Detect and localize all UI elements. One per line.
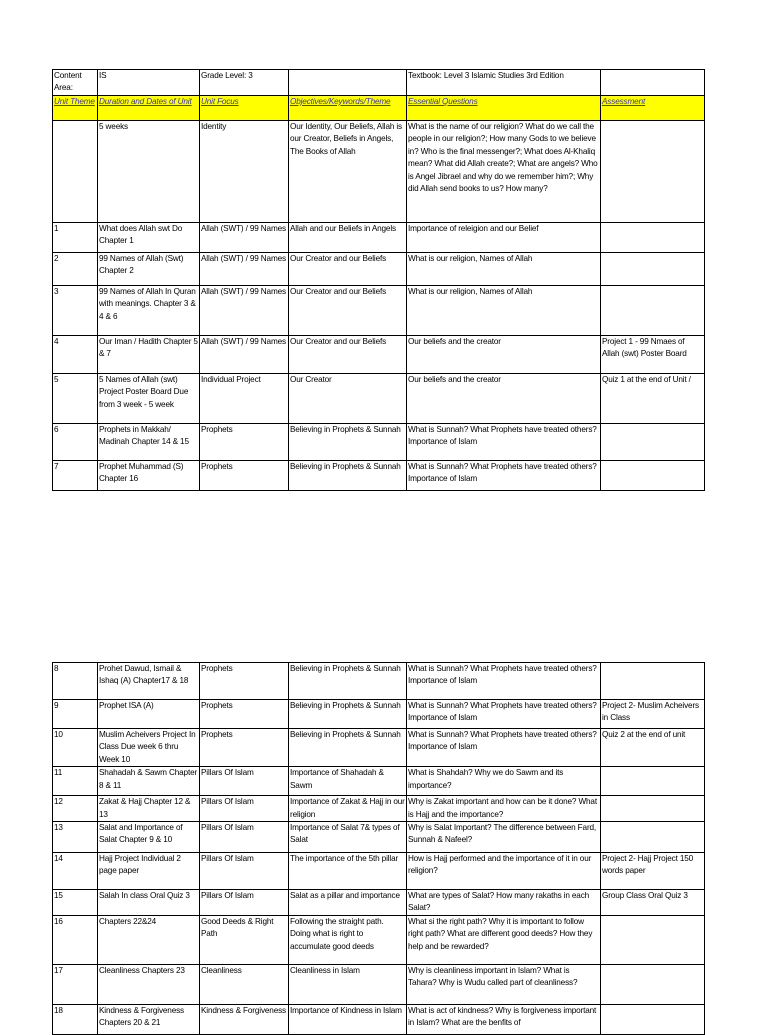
objectives-cell: Salat as a pillar and importance [289, 890, 407, 916]
table-row [53, 822, 705, 853]
table-row [53, 663, 705, 700]
objectives-cell: Importance of Zakat & Hajj in our religion [289, 796, 407, 822]
assessment-cell [601, 253, 705, 286]
unit-theme-cell: 6 [53, 424, 98, 461]
unit-theme-cell: 16 [53, 915, 98, 964]
unit-focus-cell: Prophets [200, 729, 289, 767]
objectives-cell: Believing in Prophets & Sunnah [289, 663, 407, 700]
duration-cell: Muslim Acheivers Project In Class Due week 6 thru Week 10 [98, 729, 200, 767]
curriculum-table-bottom [52, 662, 705, 1035]
unit-focus-cell: Prophets [200, 663, 289, 700]
table-row [53, 461, 705, 491]
duration-cell: Hajj Project Individual 2 page paper [98, 853, 200, 890]
table-row [53, 374, 705, 424]
unit-focus-cell: Good Deeds & Right Path [200, 915, 289, 964]
essential-questions-cell: What is Sunnah? What Prophets have treated others? Importance of Islam [407, 461, 601, 491]
unit-focus-cell: Pillars Of Islam [200, 767, 289, 796]
unit-theme-cell: 9 [53, 700, 98, 729]
duration-cell: Shahadah & Sawm Chapter 8 & 11 [98, 767, 200, 796]
unit-theme-cell: 15 [53, 890, 98, 916]
assessment-cell: Quiz 2 at the end of unit [601, 729, 705, 767]
essential-questions-cell: What is the name of our religion? What do we call the people in our religion?; How many Gods to we believe in? Who is the final messenger?; What does Al-Khaliq mean? What did Allah create?; What are angels? Who is Angel Jibrael and why do we remember him?; Why did Allah send books to us? How many? [407, 121, 601, 223]
objectives-cell: Our Creator [289, 374, 407, 424]
unit-focus-cell: Pillars Of Islam [200, 853, 289, 890]
objectives-cell: Believing in Prophets & Sunnah [289, 700, 407, 729]
duration-cell: 99 Names of Allah In Quran with meanings. Chapter 3 & 4 & 6 [98, 286, 200, 336]
objectives-cell: Our Creator and our Beliefs [289, 286, 407, 336]
objectives-cell: Our Creator and our Beliefs [289, 336, 407, 374]
content-area-label: Content Area: [53, 70, 98, 96]
duration-cell: Zakat & Hajj Chapter 12 & 13 [98, 796, 200, 822]
info-row [53, 70, 705, 96]
blank-cell [601, 70, 705, 96]
unit-theme-cell: 8 [53, 663, 98, 700]
unit-theme-cell: 12 [53, 796, 98, 822]
table-row [53, 223, 705, 253]
objectives-cell: Following the straight path. Doing what is right to accumulate good deeds [289, 915, 407, 964]
table-row [53, 964, 705, 1004]
duration-cell: Prophet ISA (A) [98, 700, 200, 729]
assessment-cell [601, 915, 705, 964]
unit-focus-cell: Identity [200, 121, 289, 223]
duration-cell: Kindness & Forgiveness Chapters 20 & 21 [98, 1004, 200, 1034]
table-row [53, 853, 705, 890]
unit-focus-cell: Kindness & Forgiveness [200, 1004, 289, 1034]
unit-focus-cell: Prophets [200, 424, 289, 461]
assessment-cell [601, 964, 705, 1004]
essential-questions-cell: Why is cleanliness important in Islam? What is Tahara? Why is Wudu called part of cleanliness? [407, 964, 601, 1004]
essential-questions-cell: What si the right path? Why it is important to follow right path? What are different good deeds? How they help and be rewarded? [407, 915, 601, 964]
assessment-cell: Project 1 - 99 Nmaes of Allah (swt) Poster Board [601, 336, 705, 374]
unit-theme-cell: 18 [53, 1004, 98, 1034]
header-assessment: Assessment [601, 96, 705, 121]
objectives-cell: Importance of Kindness in Islam [289, 1004, 407, 1034]
assessment-cell: Quiz 1 at the end of Unit / [601, 374, 705, 424]
assessment-cell [601, 461, 705, 491]
duration-cell: Cleanliness Chapters 23 [98, 964, 200, 1004]
duration-cell: Prohet Dawud, Ismail & Ishaq (A) Chapter17 & 18 [98, 663, 200, 700]
header-unit-focus: Unit Focus [200, 96, 289, 121]
header-duration: Duration and Dates of Unit [98, 96, 200, 121]
essential-questions-cell: What are types of Salat? How many rakaths in each Salat? [407, 890, 601, 916]
essential-questions-cell: Our beliefs and the creator [407, 374, 601, 424]
essential-questions-cell: What is act of kindness? Why is forgiveness important in Islam? What are the benfits of [407, 1004, 601, 1034]
unit-theme-cell: 17 [53, 964, 98, 1004]
essential-questions-cell: What is our religion, Names of Allah [407, 253, 601, 286]
unit-focus-cell: Individual Project [200, 374, 289, 424]
unit-theme-cell: 7 [53, 461, 98, 491]
unit-focus-cell: Prophets [200, 461, 289, 491]
assessment-cell [601, 822, 705, 853]
duration-cell: Prophets in Makkah/ Madinah Chapter 14 & 15 [98, 424, 200, 461]
blank-cell [289, 70, 407, 96]
objectives-cell: Believing in Prophets & Sunnah [289, 461, 407, 491]
unit-theme-cell: 4 [53, 336, 98, 374]
objectives-cell: Importance of Salat 7& types of Salat [289, 822, 407, 853]
assessment-cell: Project 2- Muslim Acheivers in Class [601, 700, 705, 729]
unit-theme-cell: 14 [53, 853, 98, 890]
duration-cell: What does Allah swt Do Chapter 1 [98, 223, 200, 253]
unit-focus-cell: Allah (SWT) / 99 Names [200, 286, 289, 336]
essential-questions-cell: What is Sunnah? What Prophets have treated others? Importance of Islam [407, 729, 601, 767]
assessment-cell [601, 424, 705, 461]
essential-questions-cell: Why is Zakat important and how can be it done? What is Hajj and the importance? [407, 796, 601, 822]
objectives-cell: Importance of Shahadah & Sawm [289, 767, 407, 796]
essential-questions-cell: What is our religion, Names of Allah [407, 286, 601, 336]
unit-theme-cell: 10 [53, 729, 98, 767]
table-row [53, 424, 705, 461]
unit-theme-cell: 2 [53, 253, 98, 286]
assessment-cell [601, 121, 705, 223]
unit-focus-cell: Cleanliness [200, 964, 289, 1004]
unit-focus-cell: Allah (SWT) / 99 Names [200, 253, 289, 286]
unit-theme-cell: 5 [53, 374, 98, 424]
objectives-cell: Cleanliness in Islam [289, 964, 407, 1004]
table-row [53, 890, 705, 916]
duration-cell: Salah In class Oral Quiz 3 [98, 890, 200, 916]
unit-focus-cell: Pillars Of Islam [200, 890, 289, 916]
essential-questions-cell: What is Sunnah? What Prophets have treated others? Importance of Islam [407, 424, 601, 461]
unit-theme-cell [53, 121, 98, 223]
table-row [53, 121, 705, 223]
assessment-cell: Group Class Oral Quiz 3 [601, 890, 705, 916]
objectives-cell: Believing in Prophets & Sunnah [289, 729, 407, 767]
unit-focus-cell: Prophets [200, 700, 289, 729]
grade-level-cell: Grade Level: 3 [200, 70, 289, 96]
essential-questions-cell: What is Shahdah? Why we do Sawm and its importance? [407, 767, 601, 796]
table-row [53, 796, 705, 822]
unit-focus-cell: Allah (SWT) / 99 Names [200, 223, 289, 253]
duration-cell: 5 Names of Allah (swt) Project Poster Board Due from 3 week - 5 week [98, 374, 200, 424]
unit-theme-cell: 11 [53, 767, 98, 796]
header-objectives: Objectives/Keywords/Theme [289, 96, 407, 121]
header-unit-theme: Unit Theme [53, 96, 98, 121]
duration-cell: 99 Names of Allah (Swt) Chapter 2 [98, 253, 200, 286]
objectives-cell: Allah and our Beliefs in Angels [289, 223, 407, 253]
curriculum-table-top [52, 69, 705, 491]
objectives-cell: The importance of the 5th pillar [289, 853, 407, 890]
table-row [53, 915, 705, 964]
duration-cell: 5 weeks [98, 121, 200, 223]
unit-theme-cell: 3 [53, 286, 98, 336]
essential-questions-cell: How is Hajj performed and the importance of it in our religion? [407, 853, 601, 890]
assessment-cell [601, 767, 705, 796]
assessment-cell [601, 796, 705, 822]
essential-questions-cell: Importance of releigion and our Belief [407, 223, 601, 253]
assessment-cell [601, 1004, 705, 1034]
objectives-cell: Our Identity, Our Beliefs, Allah is our Creator, Beliefs in Angels, The Books of Allah [289, 121, 407, 223]
essential-questions-cell: Our beliefs and the creator [407, 336, 601, 374]
assessment-cell: Project 2- Hajj Project 150 words paper [601, 853, 705, 890]
essential-questions-cell: What is Sunnah? What Prophets have treated others? Importance of Islam [407, 700, 601, 729]
assessment-cell [601, 663, 705, 700]
table-row [53, 1004, 705, 1034]
subject-cell: IS [98, 70, 200, 96]
table-row [53, 729, 705, 767]
duration-cell: Chapters 22&24 [98, 915, 200, 964]
objectives-cell: Believing in Prophets & Sunnah [289, 424, 407, 461]
assessment-cell [601, 223, 705, 253]
unit-focus-cell: Pillars Of Islam [200, 822, 289, 853]
objectives-cell: Our Creator and our Beliefs [289, 253, 407, 286]
unit-theme-cell: 13 [53, 822, 98, 853]
textbook-cell: Textbook: Level 3 Islamic Studies 3rd Edition [407, 70, 601, 96]
duration-cell: Prophet Muhammad (S) Chapter 16 [98, 461, 200, 491]
table-row [53, 700, 705, 729]
assessment-cell [601, 286, 705, 336]
unit-focus-cell: Allah (SWT) / 99 Names [200, 336, 289, 374]
unit-theme-cell: 1 [53, 223, 98, 253]
header-row [53, 96, 705, 121]
table-row [53, 336, 705, 374]
table-row [53, 286, 705, 336]
unit-focus-cell: Pillars Of Islam [200, 796, 289, 822]
header-essential-questions: Essential Questions [407, 96, 601, 121]
table-row [53, 767, 705, 796]
essential-questions-cell: Why is Salat Important? The difference between Fard, Sunnah & Nafeel? [407, 822, 601, 853]
essential-questions-cell: What is Sunnah? What Prophets have treated others? Importance of Islam [407, 663, 601, 700]
table-row [53, 253, 705, 286]
duration-cell: Salat and Importance of Salat Chapter 9 & 10 [98, 822, 200, 853]
duration-cell: Our Iman / Hadith Chapter 5 & 7 [98, 336, 200, 374]
